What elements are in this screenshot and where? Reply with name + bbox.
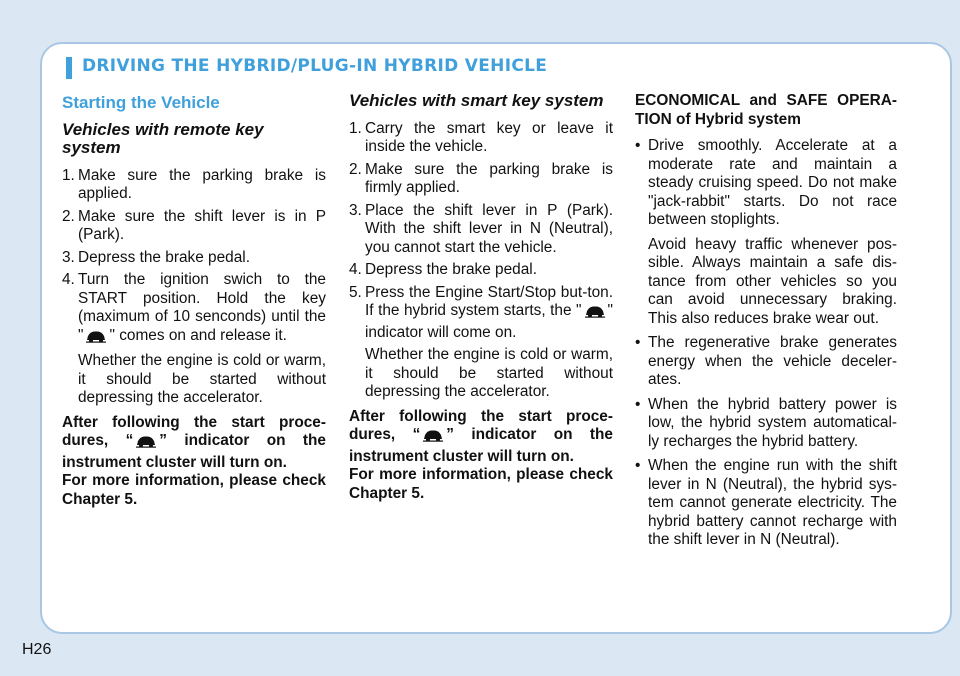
car-ready-icon: [422, 428, 444, 448]
bullet-dot: •: [635, 457, 641, 474]
step-item: 1. Carry the smart key or leave it inside the vehicle.: [349, 119, 613, 155]
section-header: DRIVING THE HYBRID/PLUG-IN HYBRID VEHICLE: [82, 56, 548, 76]
step-item: 1. Make sure the parking brake is applied.: [62, 166, 326, 202]
bullet-dot: •: [635, 395, 641, 413]
header-accent-bar: [66, 57, 72, 79]
indicator-note: After following the start proce-dures, “ ” indicator on the instrument cluster will turn on.: [349, 407, 613, 465]
column-remote-key: [62, 92, 326, 509]
economical-heading: ECONOMICAL and SAFE OPERA-TION of Hybrid system: [635, 92, 897, 128]
list-item: • Drive smoothly. Accelerate at a moderate rate and maintain a steady cruising speed. Do not make "jack-rabbit" starts. Do not race between stoplights.: [635, 137, 897, 228]
list-item-detail: Avoid heavy traffic whenever pos-sible. Always maintain a safe dis-tance from other vehicles so you can avoid unnecessary braking. This also reduces brake wear out.: [648, 235, 897, 327]
step-item: 4. Depress the brake pedal.: [349, 261, 537, 278]
car-ready-icon: [584, 304, 606, 324]
list-item: • When the engine run with the shift lever in N (Neutral), the hybrid sys-tem cannot generate electricity. The hybrid battery cannot recharge with the shift lever in N (Neutral).: [635, 457, 897, 548]
smart-key-subheading: Vehicles with smart key system: [349, 91, 604, 110]
chapter-reference: For more information, please check Chapter 5.: [62, 472, 326, 508]
bullet-dot: •: [635, 137, 641, 154]
car-ready-icon: [135, 434, 157, 454]
list-item: • The regenerative brake generates energy when the vehicle deceler-ates.: [635, 334, 897, 388]
step-item: 4. Turn the ignition swich to the START position. Hold the key (maximum of 10 senconds) until the " " comes on and release it.: [62, 271, 326, 348]
page-number: H26: [22, 641, 52, 658]
step-item: 2. Make sure the parking brake is firmly applied.: [349, 160, 613, 196]
bullet-dot: •: [635, 334, 641, 351]
list-item: • When the hybrid battery power is low, the hybrid system automatical-ly recharges the hybrid battery.: [635, 395, 897, 450]
step-item: 2. Make sure the shift lever is in P (Park).: [62, 207, 326, 243]
indicator-note: After following the start proce-dures, “ ” indicator on the instrument cluster will turn on.: [62, 413, 326, 471]
chapter-reference: For more information, please check Chapter 5.: [349, 466, 613, 502]
remote-key-subheading: Vehicles with remote key system: [62, 119, 264, 157]
starting-heading: Starting the Vehicle: [62, 93, 220, 112]
engine-note: Whether the engine is cold or warm, it should be started without depressing the accelerator.: [78, 352, 326, 406]
column-smart-key: [349, 92, 613, 503]
step-item: 3. Depress the brake pedal.: [62, 248, 250, 266]
step-item: 5. Press the Engine Start/Stop but-ton. If the hybrid system starts, the " " indicator will come on.: [349, 283, 613, 341]
engine-note: Whether the engine is cold or warm, it should be started without depressing the accelerator.: [365, 346, 613, 400]
column-economical: [635, 92, 897, 556]
car-ready-icon: [85, 329, 107, 349]
step-item: 3. Place the shift lever in P (Park). With the shift lever in N (Neutral), you cannot start the vehicle.: [349, 201, 613, 256]
